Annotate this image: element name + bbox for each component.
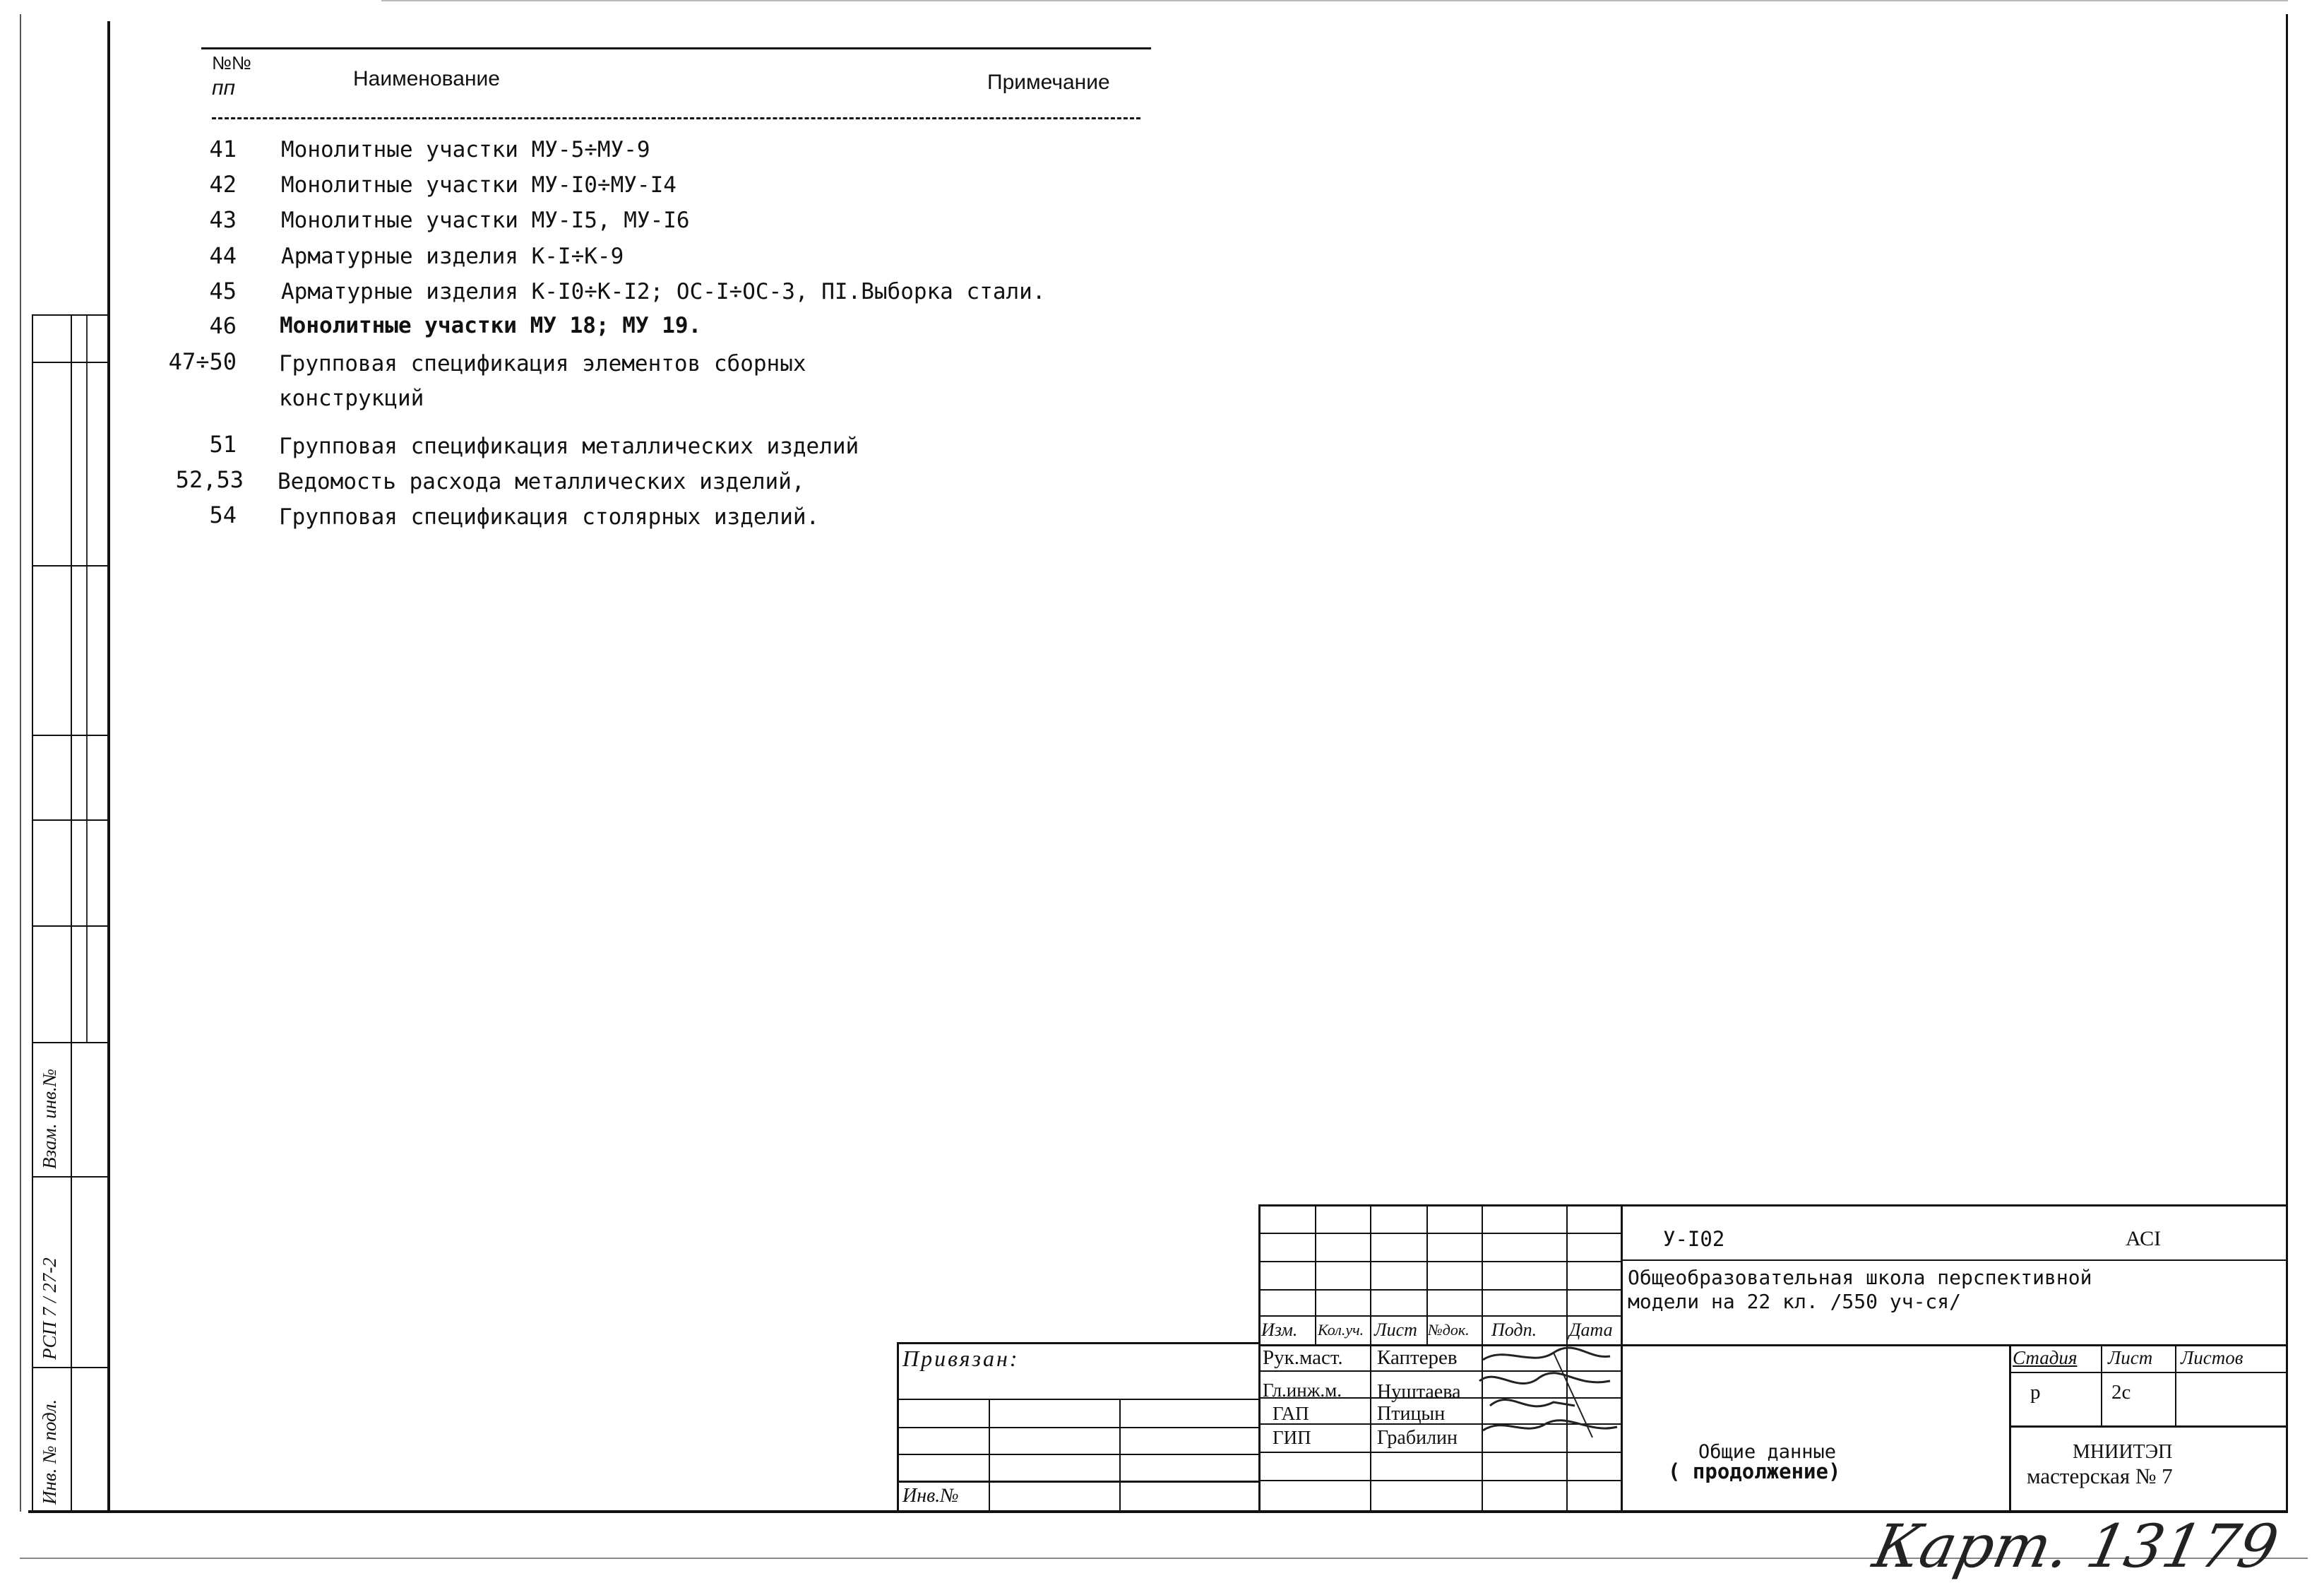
- organization-line1: МНИИТЭП: [2073, 1441, 2173, 1463]
- side-stamp-vzam-label: Взам. инв.№: [39, 1068, 60, 1169]
- person-name: Нуштаева: [1377, 1381, 1461, 1403]
- role-label: Рук.маст.: [1263, 1346, 1343, 1369]
- header-note: Примечание: [987, 71, 1110, 94]
- row-number: 45: [209, 278, 237, 304]
- side-stamp-podp-label: РСП 7 / 27-2: [39, 1257, 60, 1360]
- row-number: 43: [209, 206, 237, 233]
- row-name: Монолитные участки МУ-I5, МУ-I6: [281, 208, 690, 233]
- side-stamp-inv-podl-label: Инв. № подл.: [39, 1399, 60, 1505]
- signatures-scribble: [1469, 1339, 1624, 1473]
- row-number: 47÷50: [168, 348, 237, 375]
- col-ndok-label: №док.: [1428, 1321, 1470, 1339]
- project-title-line1: Общеобразовательная школа перспективной: [1628, 1266, 2092, 1289]
- row-name: Групповая спецификация столярных изделий.: [279, 504, 820, 530]
- row-number: 51: [209, 431, 237, 458]
- sheet-label: Лист: [2108, 1347, 2153, 1368]
- col-podp-label: Подп.: [1491, 1320, 1537, 1340]
- sheet-name-line1: Общие данные: [1698, 1441, 1837, 1463]
- row-name: Монолитные участки МУ-5÷МУ-9: [281, 137, 650, 162]
- row-number: 46: [209, 312, 237, 339]
- stage-value: р: [2030, 1381, 2041, 1404]
- col-izm-label: Изм.: [1261, 1320, 1298, 1340]
- row-number: 42: [209, 171, 237, 198]
- col-kol-label: Кол.уч.: [1318, 1321, 1364, 1339]
- row-name: Арматурные изделия К-I÷К-9: [281, 244, 624, 269]
- frame-top-edge: [381, 0, 2288, 1]
- inv-number-label: Инв.№: [902, 1485, 959, 1507]
- row-name: Монолитные участки МУ 18; МУ 19.: [280, 313, 702, 338]
- sheet-outer-edge: [20, 14, 21, 1512]
- header-num-sub: пп: [212, 76, 236, 100]
- privyazan-label: Привязан:: [902, 1346, 1020, 1371]
- role-label: ГИП: [1273, 1427, 1311, 1448]
- person-name: Грабилин: [1377, 1427, 1458, 1449]
- row-name-continued: конструкций: [279, 386, 424, 411]
- frame-right-border: [2286, 14, 2288, 1512]
- header-num: №№: [212, 52, 251, 73]
- row-name: Групповая спецификация элементов сборных: [279, 351, 806, 376]
- project-title-line2: модели на 22 кл. /550 уч-ся/: [1628, 1290, 1962, 1313]
- archive-card-number: Карт. 13179: [1867, 1512, 2284, 1581]
- person-name: Птицын: [1377, 1403, 1446, 1425]
- row-number: 54: [209, 502, 237, 528]
- person-name: Каптерев: [1377, 1346, 1458, 1369]
- stage-label: Стадия: [2013, 1347, 2078, 1368]
- sheet-name-line2: ( продолжение): [1668, 1459, 1841, 1483]
- row-number: 41: [209, 136, 237, 162]
- row-name: Ведомость расхода металлических изделий,: [278, 469, 805, 494]
- organization-line2: мастерская № 7: [2027, 1464, 2173, 1488]
- project-code: У-I02: [1663, 1227, 1725, 1251]
- sheets-label: Листов: [2181, 1347, 2243, 1368]
- frame-left-border: [107, 21, 110, 1512]
- header-divider: [212, 117, 1140, 119]
- sheet-value: 2с: [2111, 1381, 2131, 1404]
- drawing-mark: АСI: [2126, 1227, 2162, 1250]
- col-list-label: Лист: [1374, 1320, 1417, 1340]
- row-name: Арматурные изделия К-I0÷К-I2; ОС-I÷ОС-3, ПI.Выборка стали.: [281, 279, 1046, 304]
- role-label: ГАП: [1273, 1403, 1309, 1424]
- row-number: 44: [209, 242, 237, 269]
- role-label: Гл.инж.м.: [1263, 1380, 1342, 1401]
- header-name: Наименование: [353, 67, 500, 90]
- row-number: 52,53: [175, 466, 244, 493]
- row-name: Групповая спецификация металлических изделий: [279, 434, 859, 459]
- row-name: Монолитные участки МУ-I0÷МУ-I4: [281, 172, 677, 198]
- col-data-label: Дата: [1569, 1320, 1613, 1340]
